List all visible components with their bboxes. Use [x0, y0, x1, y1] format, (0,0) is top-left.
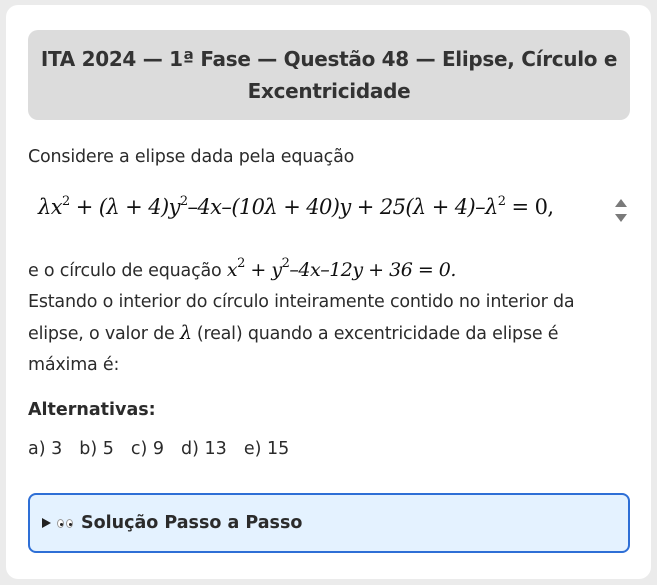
alternatives-list: [28, 439, 289, 459]
circle-equation: $x^2 + y^2-4x-12y + 36 = 0$.: [226, 256, 456, 281]
question-paragraph: [28, 255, 618, 381]
question-card: [6, 5, 651, 579]
alternatives-heading: Alternativas:: [28, 400, 156, 420]
alternative-c: c) 9: [130, 439, 165, 459]
solution-toggle[interactable]: [28, 493, 630, 553]
alternative-e: e) 15: [243, 439, 290, 459]
alternative-d: d) 13: [181, 439, 227, 459]
condition-text: Estando o interior do círculo inteiramente contido no interior da elipse, o valor de: [28, 292, 575, 344]
solution-toggle-label[interactable]: Solução Passo a Passo: [81, 513, 303, 533]
question-title: ITA 2024 — 1ª Fase — Questão 48 — Elipse, Círculo e Excentricidade: [40, 47, 618, 103]
scroll-down-icon[interactable]: [615, 214, 627, 222]
scroll-up-icon[interactable]: [615, 199, 627, 207]
intro-text: Considere a elipse dada pela equação: [28, 147, 355, 167]
eye-left: [57, 519, 64, 528]
ellipse-equation-row[interactable]: [28, 191, 638, 233]
title-box: [28, 30, 630, 120]
lambda-symbol: λ: [179, 322, 192, 344]
alternative-a: a) 3: [28, 439, 63, 459]
alternative-b: b) 5: [79, 439, 114, 459]
ellipse-equation: $\lambda x^2 + (\lambda + 4)y^2-4x-(10\lambda + 40)y + 25(\lambda + 4)-\lambda^2 = 0$,: [38, 194, 554, 219]
question-text: (real) quando a excentricidade da elipse é máxima é:: [28, 324, 559, 375]
scroll-arrows[interactable]: [614, 197, 628, 227]
eye-right: [66, 519, 73, 528]
disclosure-triangle-icon[interactable]: [42, 518, 51, 528]
eyes-icon: [57, 519, 73, 528]
circle-intro-text: e o círculo de equação: [28, 261, 227, 281]
